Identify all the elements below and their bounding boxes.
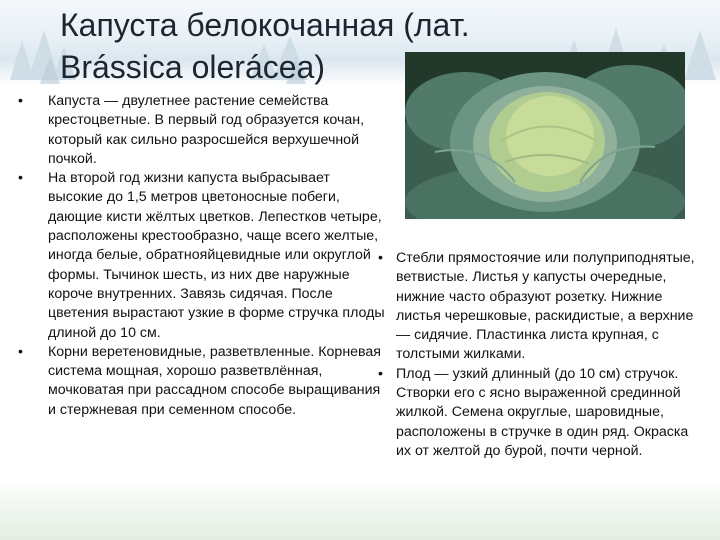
list-item [18, 92, 386, 169]
item-text: Капуста — двулетнее растение семейства крестоцветные. В первый год образуется кочан, который как сильно разросшейся верхушечной почкой. [48, 93, 365, 167]
bullet: • [378, 365, 383, 382]
footer-background [0, 480, 720, 540]
bullet: • [18, 343, 23, 360]
right-column [378, 249, 700, 461]
list-item [18, 169, 386, 343]
list-item [378, 249, 700, 365]
bullet: • [378, 250, 383, 266]
slide-title: Капуста белокочанная (лат. Brássica olerácea) [60, 7, 470, 85]
item-text: Корни веретеновидные, разветвленные. Корневая система мощная, хорошо разветвлённая, мочковатая при рассадном способе выращивания и стержневая при семенном способе. [48, 343, 381, 418]
bullet: • [18, 170, 23, 187]
list-item [18, 343, 386, 420]
cabbage-photo [405, 52, 685, 219]
bullet: • [18, 93, 23, 109]
item-text: Плод — узкий длинный (до 10 см) стручок. Створки его с ясно выраженной срединной жилкой. Семена округлые, шаровидные, расположены в стручке в один ряд. Окраска их от желтой до бурой, почти черной. [396, 365, 689, 459]
item-text: На второй год жизни капуста выбрасывает высокие до 1,5 метров цветоносные побеги, дающие кисти жёлтых цветков. Лепестков четыре, расположены крестообразно, чаще всего желтые, иногда белые, обратнояйцевидные или округлой формы. Тычинок шесть, из них две наружные короче внутренних. Завязь сидячая. После цветения вырастают узкие в форме стручка плоды длиной до 10 см. [48, 170, 385, 341]
list-item [378, 365, 700, 461]
item-text: Стебли прямостоячие или полуприподнятые, ветвистые. Листья у капусты очередные, нижние часто образуют розетку. Нижние листья черешковые, раскидистые, а верхние — сидячие. Пластинка листа крупная, с толстыми жилками. [396, 250, 695, 363]
cabbage-illustration [405, 52, 685, 219]
left-column [18, 92, 386, 420]
